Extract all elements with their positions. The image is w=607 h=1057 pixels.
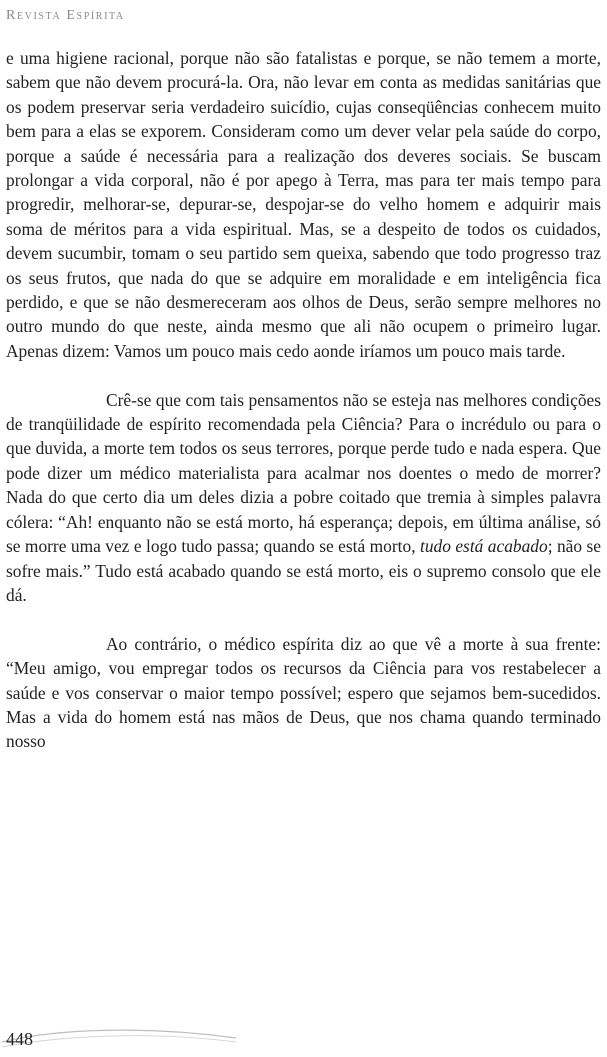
running-header: Revista Espírita: [6, 8, 125, 23]
paragraph-2-text-a: Crê-se que com tais pensamentos não se esteja nas melhores condições de tranqüilidade de espírito recomendada pela Ciência? Para o incrédulo ou para o que duvida, a morte tem todos os seus terrores, porque perde tudo e nada espera. Que pode dizer um médico materialista para acalmar nos doentes o medo de morrer? Nada do que certo dia um deles dizia a pobre coitado que tremia à simples palavra cólera: “Ah! enquanto não se está morto, há esperança; depois, em última análise, só se morre uma vez e logo tudo passa; quando se está morto,: [6, 389, 601, 557]
paragraph-1: e uma higiene racional, porque não são fatalistas e porque, se não temem a morte, sabem que não devem procurá-la. Ora, não levar em conta as medidas sanitárias que os podem preservar seria verdadeiro suicídio, cujas conseqüências conhecem muito bem para a elas se exporem. Consideram como um dever velar pela saúde do corpo, porque a saúde é necessária para a realização dos deveres sociais. Se buscam prolongar a vida corporal, não é por apego à Terra, mas para ter mais tempo para progredir, melhorar-se, depurar-se, despojar-se do velho homem e adquirir mais soma de méritos para a vida espiritual. Mas, se a despeito de todos os cuidados, devem sucumbir, tomam o seu partido sem queixa, sabendo que todo progresso traz os seus frutos, que nada do que se adquire em moralidade e em inteligência fica perdido, e que se não desmereceram aos olhos de Deus, serão sempre melhores no outro mundo do que neste, ainda mesmo que ali não ocupem o primeiro lugar. Apenas dizem: Vamos um pouco mais cedo aonde iríamos um pouco mais tarde.: [6, 48, 601, 361]
page-number: 448: [6, 1029, 33, 1049]
paragraph-2-text-b: ; não se sofre mais.” Tudo está acabado quando se está morto, eis o supremo consolo que ele dá.: [6, 536, 601, 605]
paragraph-2: [6, 388, 601, 608]
body-text: [6, 46, 601, 754]
footer-swoosh-ornament: [0, 1020, 240, 1057]
paragraph-2-italic-phrase: tudo está acabado: [419, 536, 548, 557]
paragraph-3: Ao contrário, o médico espírita diz ao que vê a morte à sua frente: “Meu amigo, vou empregar todos os recursos da Ciência para vos restabelecer a saúde e vos conservar o maior tempo possível; espero que sejamos bem-sucedidos. Mas a vida do homem está nas mãos de Deus, que nos chama quando terminado nosso: [6, 633, 601, 752]
